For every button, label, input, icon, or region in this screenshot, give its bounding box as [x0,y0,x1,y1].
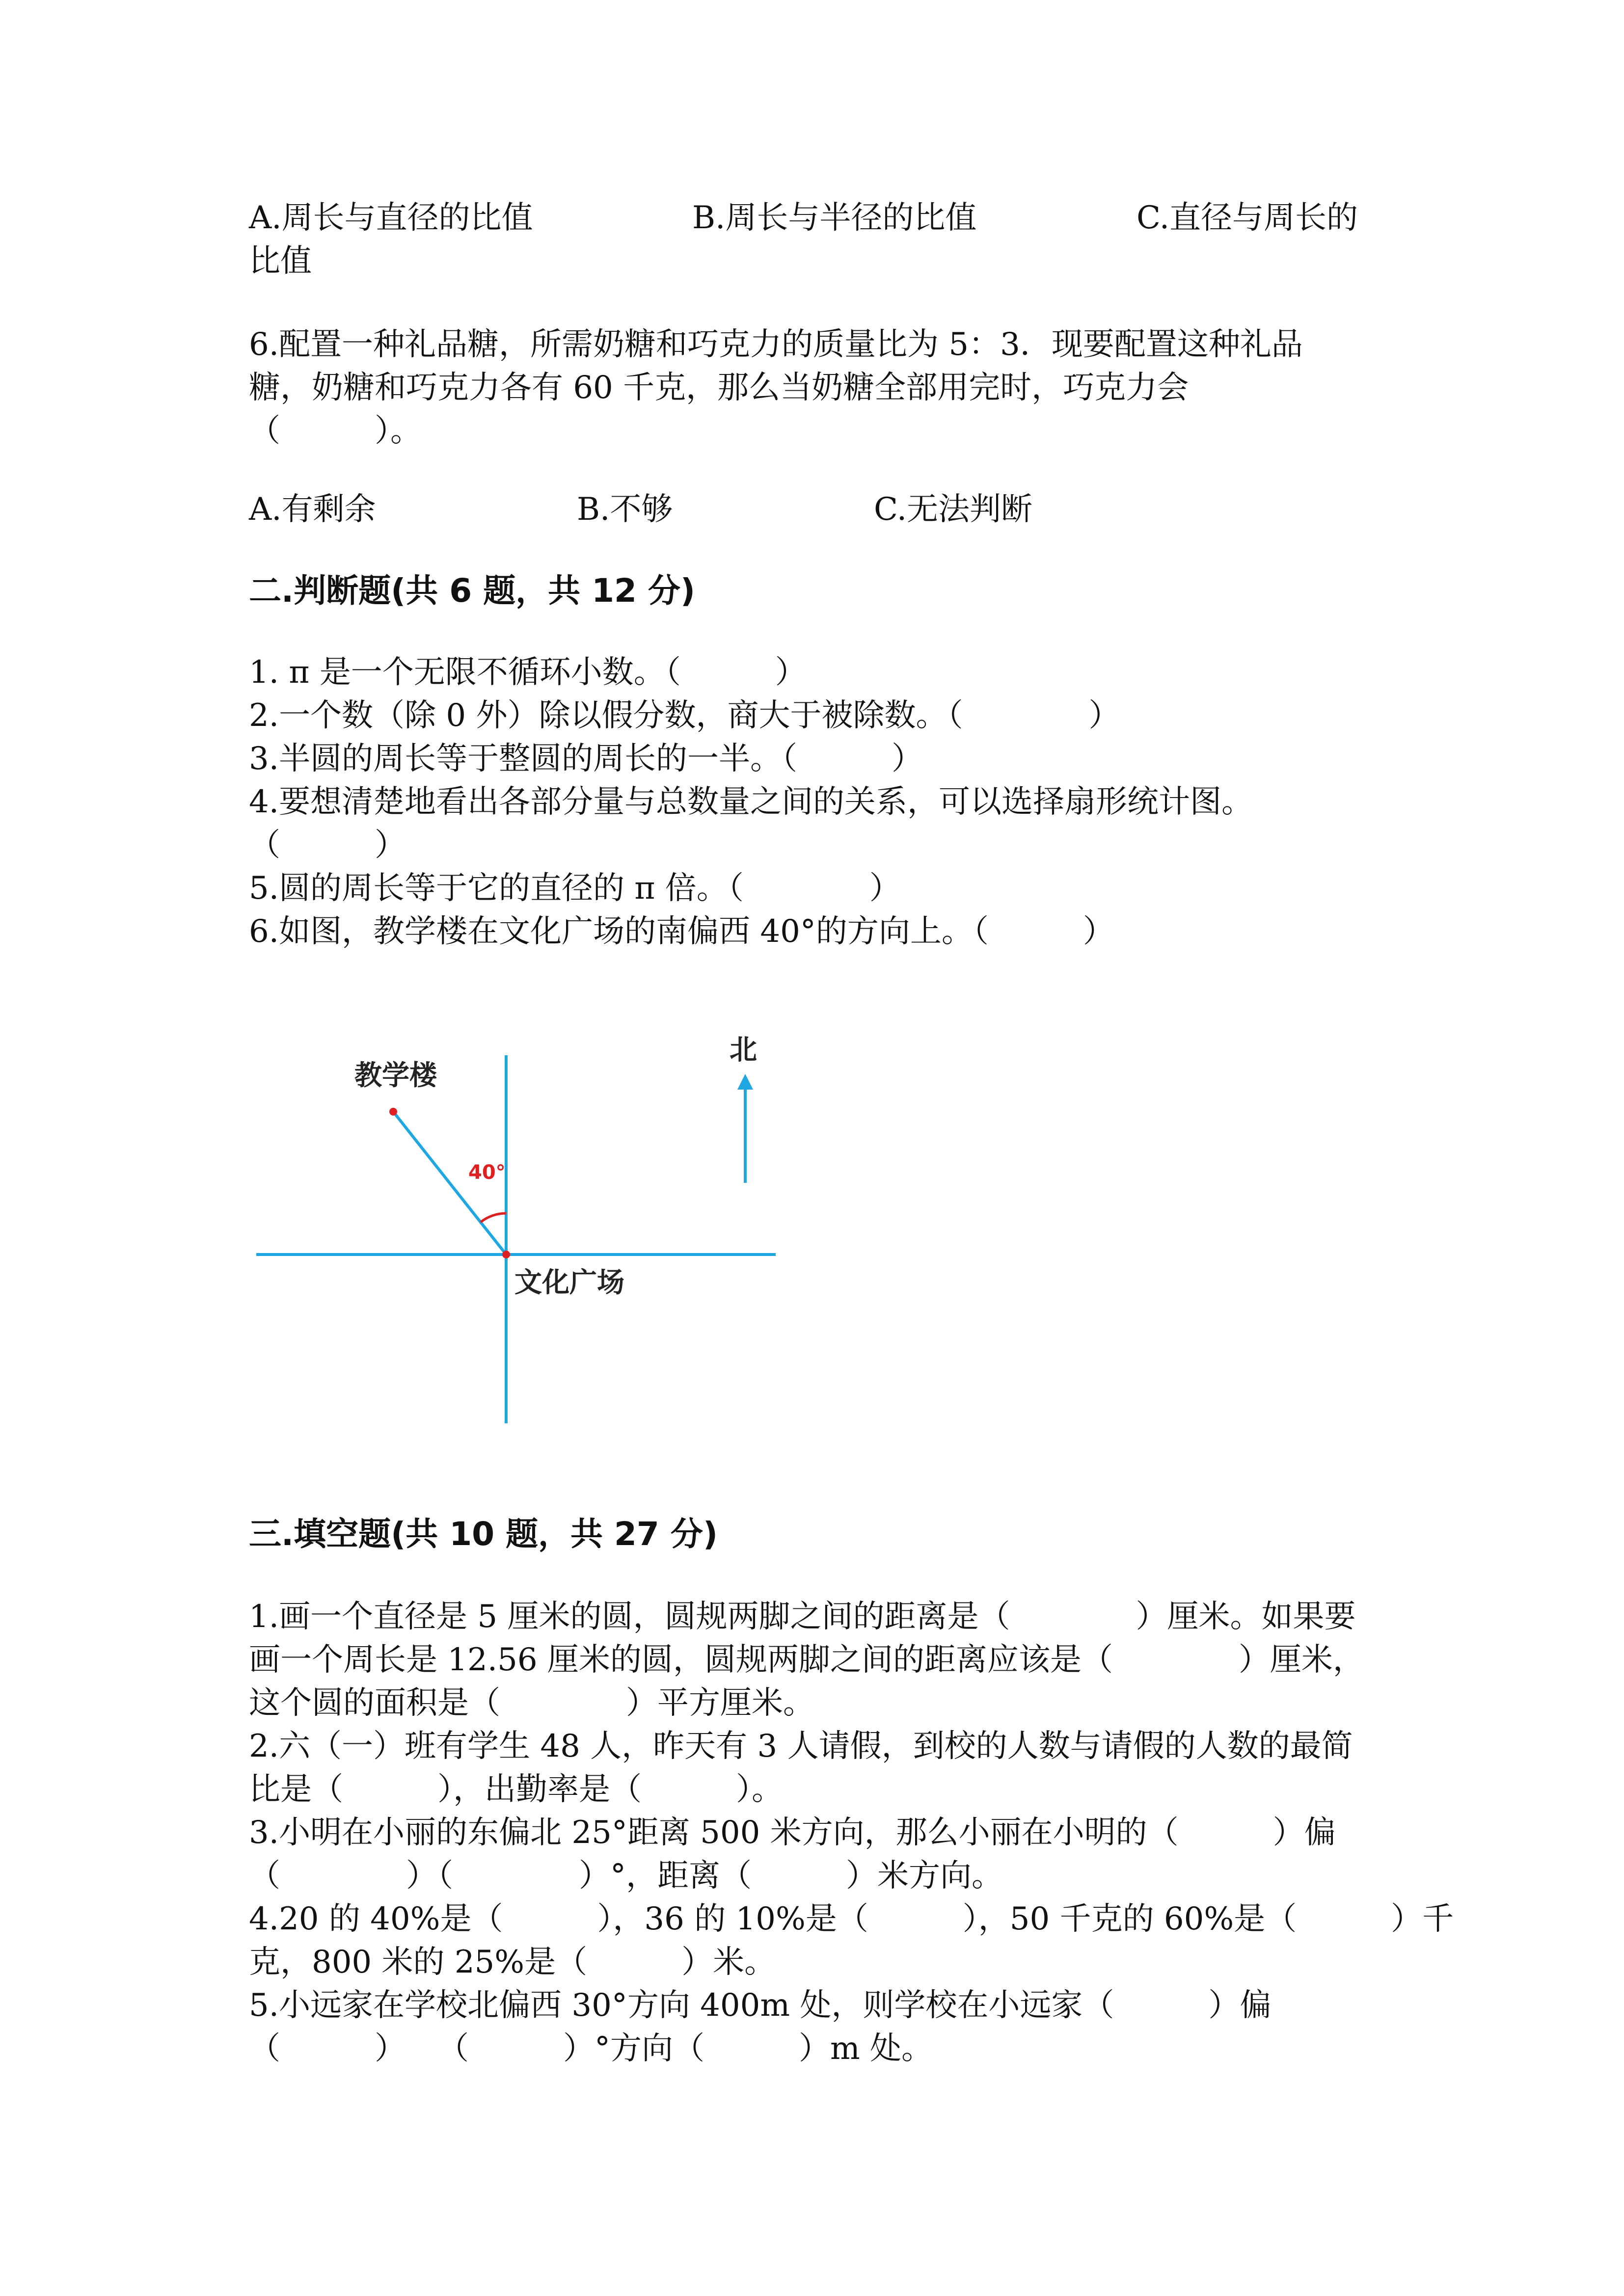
fill-item-2-line-2: 比是（ ），出勤率是（ ）。 [249,1771,783,1808]
section-3-title: 三.填空题(共 10 题，共 27 分) [249,1515,718,1553]
judge-item-2: 2.一个数（除 0 外）除以假分数，商大于被除数。（ ） [249,697,1120,734]
q5-option-c-continued: 比值 [249,243,312,279]
plaza-point [502,1251,510,1258]
plaza-label: 文化广场 [514,1267,624,1299]
judge-item-6: 6.如图，教学楼在文化广场的南偏西 40°的方向上。（ ） [249,913,1114,950]
judge-item-5: 5.圆的周长等于它的直径的 π 倍。（ ） [249,870,901,907]
q6-option-c: C.无法判断 [874,491,1033,528]
q6-option-b: B.不够 [577,491,673,528]
section-2-title: 二.判断题(共 6 题，共 12 分) [249,572,696,610]
direction-diagram [245,1021,815,1453]
q5-option-a: A.周长与直径的比值 [249,200,533,236]
angle-label: 40° [468,1161,506,1184]
north-arrow-head [737,1074,753,1090]
q5-option-c: C.直径与周长的 [1137,200,1358,236]
fill-item-1-line-1: 1.画一个直径是 5 厘米的圆，圆规两脚之间的距离是（ ）厘米。如果要 [249,1599,1356,1635]
fill-item-3-line-1: 3.小明在小丽的东偏北 25°距离 500 米方向，那么小丽在小明的（ ）偏 [249,1815,1336,1851]
judge-item-3: 3.半圆的周长等于整圆的周长的一半。（ ） [249,741,923,777]
north-label: 北 [730,1034,757,1066]
q6-line-3: （ ）。 [249,413,422,449]
fill-item-1-line-2: 画一个周长是 12.56 厘米的圆，圆规两脚之间的距离应该是（ ）厘米， [249,1642,1364,1678]
fill-item-4-line-2: 克，800 米的 25%是（ ）米。 [249,1944,776,1980]
angle-arc [481,1213,506,1222]
fill-item-2-line-1: 2.六（一）班有学生 48 人，昨天有 3 人请假，到校的人数与请假的人数的最简 [249,1728,1353,1764]
fill-item-5-line-2: （ ） （ ）°方向（ ）m 处。 [249,2030,933,2067]
fill-item-3-line-2: （ ）（ ）°，距离（ ）米方向。 [249,1858,1003,1894]
judge-item-4-blank: （ ） [249,827,406,863]
building-label: 教学楼 [354,1060,437,1092]
judge-item-4: 4.要想清楚地看出各部分量与总数量之间的关系，可以选择扇形统计图。 [249,784,1253,820]
fill-item-4-line-1: 4.20 的 40%是（ ），36 的 10%是（ ），50 千克的 60%是（ ）千 [249,1901,1454,1937]
q6-line-1: 6.配置一种礼品糖，所需奶糖和巧克力的质量比为 5：3．现要配置这种礼品 [249,326,1303,363]
building-point [389,1108,397,1116]
q6-line-2: 糖，奶糖和巧克力各有 60 千克，那么当奶糖全部用完时，巧克力会 [249,370,1189,406]
q5-option-b: B.周长与半径的比值 [692,200,977,236]
judge-item-1: 1. π 是一个无限不循环小数。（ ） [249,654,807,691]
fill-item-5-line-1: 5.小远家在学校北偏西 30°方向 400m 处，则学校在小远家（ ）偏 [249,1987,1272,2024]
fill-item-1-line-3: 这个圆的面积是（ ）平方厘米。 [249,1685,814,1721]
q6-option-a: A.有剩余 [249,491,376,528]
